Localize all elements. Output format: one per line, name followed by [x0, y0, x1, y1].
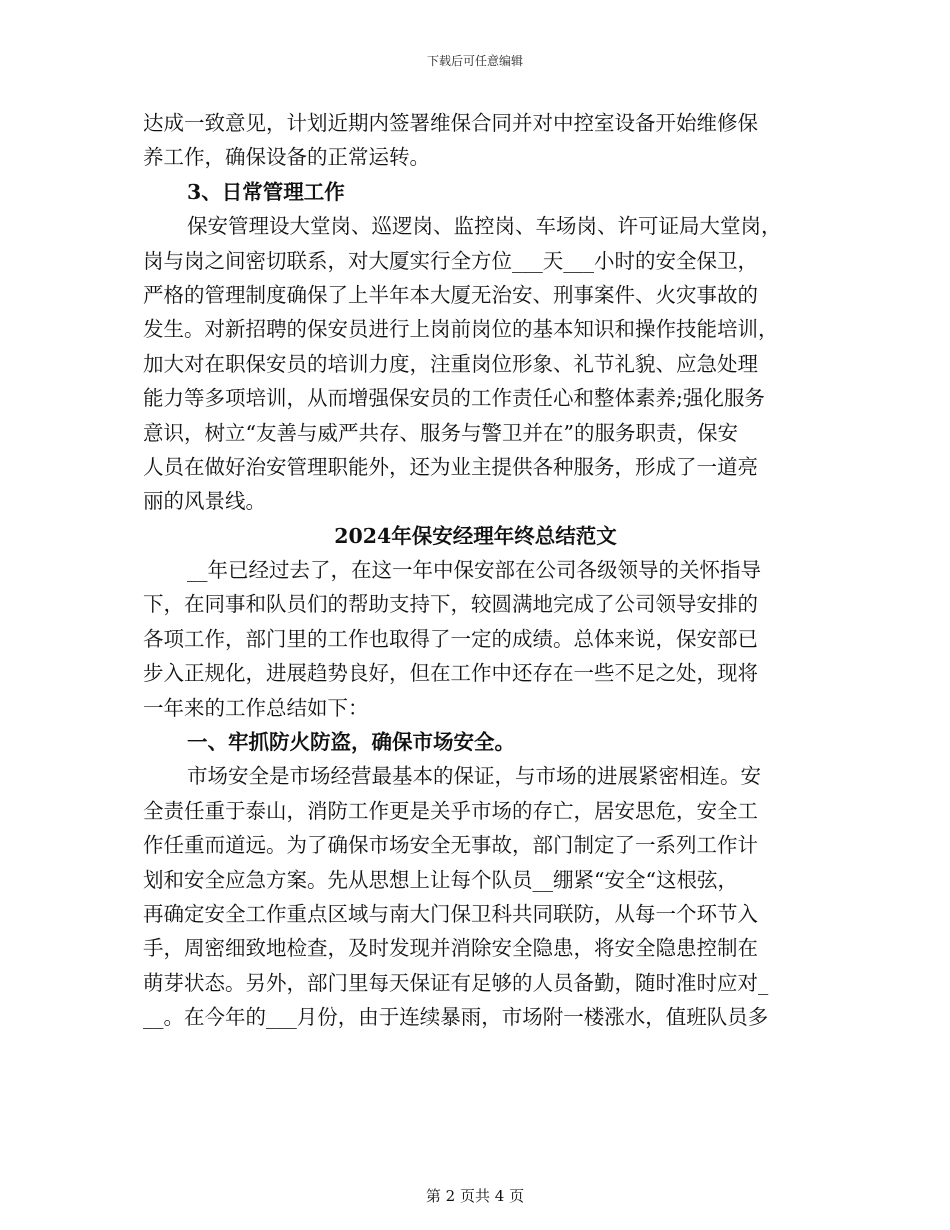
text-line: 市场安全是市场经营最基本的保证，与市场的进展紧密相连。安: [187, 764, 761, 789]
text-line: 发生。对新招聘的保安员进行上岗前岗位的基本知识和操作技能培训，: [143, 317, 779, 342]
text-line: 丽的风景线。: [143, 489, 266, 514]
page-header: 下载后可任意编辑: [426, 54, 523, 68]
text-line: 严格的管理制度确保了上半年本大厦无治安、刑事案件、火灾事故的: [143, 282, 758, 307]
text-line: 再确定安全工作重点区域与南大门保卫科共同联防，从每一个环节入: [143, 901, 758, 926]
text-line: 各项工作，部门里的工作也取得了一定的成绩。总体来说，保安部已: [143, 626, 758, 651]
text-line: 一年来的工作总结如下：: [143, 695, 369, 720]
section-heading: 一、牢抓防火防盗，确保市场安全。: [187, 730, 515, 755]
text-line: 萌芽状态。另外，部门里每天保证有足够的人员备勤，随时准时应对_: [143, 970, 769, 995]
text-line: 达成一致意见，计划近期内签署维保合同并对中控室设备开始维修保: [143, 111, 758, 135]
text-line: 划和安全应急方案。先从思想上让每个队员__绷紧“安全“这根弦，: [143, 867, 738, 892]
text-line: 能力等多项培训，从而增强保安员的工作责任心和整体素养;强化服务: [143, 386, 765, 411]
text-line: 全责任重于泰山，消防工作更是关乎市场的存亡，居安思危，安全工: [143, 798, 758, 823]
text-line: 养工作，确保设备的正常运转。: [143, 145, 430, 170]
document-title: 2024年保安经理年终总结范文: [334, 523, 617, 548]
text-line: 意识，树立“友善与威严共存、服务与警卫并在”的服务职责，保安: [143, 420, 738, 445]
text-line: 岗与岗之间密切联系，对大厦实行全方位___天___小时的安全保卫，: [143, 248, 758, 273]
text-line: 保安管理设大堂岗、巡逻岗、监控岗、车场岗、许可证局大堂岗，: [187, 214, 782, 239]
text-line: __年已经过去了，在这一年中保安部在公司各级领导的关怀指导: [187, 558, 761, 583]
text-line: 加大对在职保安员的培训力度，注重岗位形象、礼节礼貌、应急处理: [143, 351, 758, 376]
section-heading: 3、日常管理工作: [187, 179, 345, 204]
text-line: 手，周密细致地检查，及时发现并消除安全隐患，将安全隐患控制在: [143, 936, 758, 961]
page-footer: 第 2 页共 4 页: [425, 1187, 525, 1205]
text-line: 人员在做好治安管理职能外，还为业主提供各种服务，形成了一道亮: [143, 454, 758, 479]
text-line: __。在今年的___月份，由于连续暴雨，市场附一楼涨水，值班队员多: [143, 1005, 769, 1030]
text-line: 下，在同事和队员们的帮助支持下，较圆满地完成了公司领导安排的: [143, 592, 758, 617]
text-line: 步入正规化，进展趋势良好，但在工作中还存在一些不足之处，现将: [143, 661, 758, 686]
text-line: 作任重而道远。为了确保市场安全无事故，部门制定了一系列工作计: [143, 833, 758, 858]
document-body: [143, 106, 808, 1035]
